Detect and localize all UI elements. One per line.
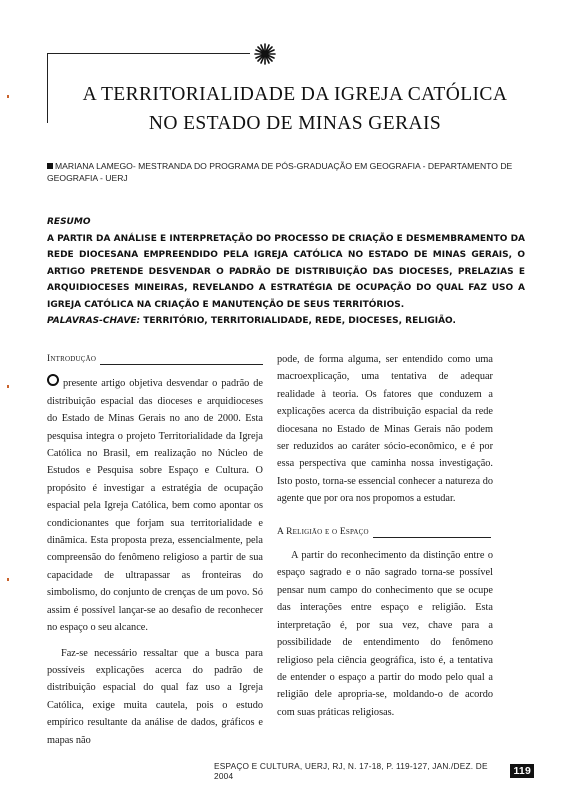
paragraph <box>47 374 263 636</box>
page-number: 119 <box>510 764 534 778</box>
author-text: MARIANA LAMEGO- MESTRANDA DO PROGRAMA DE PÓS-GRADUAÇÃO EM GEOGRAFIA - DEPARTAMENTO DE GEOGRAFIA - UERJ <box>47 161 513 183</box>
title-line-1: A TERRITORIALIDADE DA IGREJA CATÓLICA <box>82 84 508 105</box>
paragraph-text: presente artigo objetiva desvendar o padrão de distribuição espacial das dioceses e arquidioceses do Estado de Minas Gerais no ano de 2000. Esta pesquisa integra o projeto Territorialidade da Igreja Católica no Brasil, em realização no Núcleo de Estudos e Pesquisa sobre Espaço e Cultura. O propósito é investigar a estratégia de ocupação espacial pela Igreja Católica, bem como apontar os condicionantes que forjam sua territorialidade e dinâmica. Esta proposta preza, essencialmente, pela compreensão do fenômeno religioso a partir de sua capacidade de ultrapassar as fronteiras do simbolismo, do conjunto de crenças de um povo. Só assim é possível lançar-se ao desafio de reconhecer no espaço o seu alcance. <box>47 378 263 634</box>
section-heading-religion-space <box>277 524 493 541</box>
scan-mark <box>7 385 9 388</box>
keywords-label: PALAVRAS-CHAVE: <box>47 316 141 326</box>
paragraph: Faz-se necessário ressaltar que a busca para possíveis explicações acerca do padrão de distribuição espacial do qual faz uso a Igreja Católica, exige muita cautela, pois o estudo empírico resultante da análise de dados, gráficos e mapas não <box>47 647 263 746</box>
paragraph: pode, de forma alguma, ser entendido como uma macroexplicação, uma tentativa de adequar realidade à teoria. Os fatores que conduzem a explicações acerca da distribuição espacial da rede diocesana no Estado de Minas Gerais não podem ser reduzidos ao caráter sócio-econômico, e é por essa perspectiva que caminha nossa investigação. Isto posto, torna-se essencial conhecer a natureza do agente que por ora nos propomos a estudar. <box>277 354 493 505</box>
title-line-2: NO ESTADO DE MINAS GERAIS <box>148 113 442 134</box>
section-heading-introduction <box>47 351 263 368</box>
bullet-square-icon <box>47 163 53 169</box>
abstract-label: RESUMO <box>47 217 91 227</box>
section-heading-text: Introdução <box>47 354 97 364</box>
drop-cap-o-icon <box>47 374 59 386</box>
header-side-rule <box>47 53 48 123</box>
star-ornament-icon <box>254 43 276 65</box>
keywords-text: TERRITÓRIO, TERRITORIALIDADE, REDE, DIOCESES, RELIGIÃO. <box>140 316 456 326</box>
heading-rule <box>373 537 491 538</box>
scan-mark <box>7 95 9 98</box>
right-column <box>277 351 493 729</box>
abstract-text: A PARTIR DA ANÁLISE E INTERPRETAÇÃO DO PROCESSO DE CRIAÇÃO E DESMEMBRAMENTO DA REDE DIOCESANA EMPREENDIDO PELA IGREJA CATÓLICA NO ESTADO DE MINAS GERAIS, O ARTIGO PRETENDE DESVENDAR O PADRÃO DE DISTRIBUIÇÃO DAS DIOCESES, PRELAZIAS E ARQUIDIOCESES MINEIRAS, REVELANDO A ESTRATÉGIA DE OCUPAÇÃO DO QUAL FAZ USO A IGREJA CATÓLICA NA CRIAÇÃO E MANUTENÇÃO DE SEUS TERRITÓRIOS. <box>47 233 525 310</box>
paragraph: A partir do reconhecimento da distinção entre o espaço sagrado e o não sagrado torna-se possível pensar num campo do conhecimento que se ocupe das interações entre espaço e religião. Esta interpretação é, por sua vez, chave para a possibilidade de entendimento do fenômeno religioso pela ciência geográfica, isto é, a tentativa de entender o espaço a partir do modo pelo qual a religião dele apropria-se, moldando-o de acordo com suas práticas religiosas. <box>277 550 493 718</box>
heading-rule <box>100 364 263 365</box>
article-title <box>55 80 535 138</box>
section-heading-text: A Religião e o Espaço <box>277 526 369 537</box>
author-affiliation <box>47 160 527 184</box>
citation: ESPAÇO E CULTURA, UERJ, RJ, N. 17-18, P. 119-127, JAN./DEZ. DE 2004 <box>214 761 488 781</box>
header-rule <box>47 53 250 54</box>
abstract <box>47 214 525 330</box>
scan-mark <box>7 578 9 581</box>
page-footer <box>214 761 534 781</box>
left-column <box>47 351 263 757</box>
